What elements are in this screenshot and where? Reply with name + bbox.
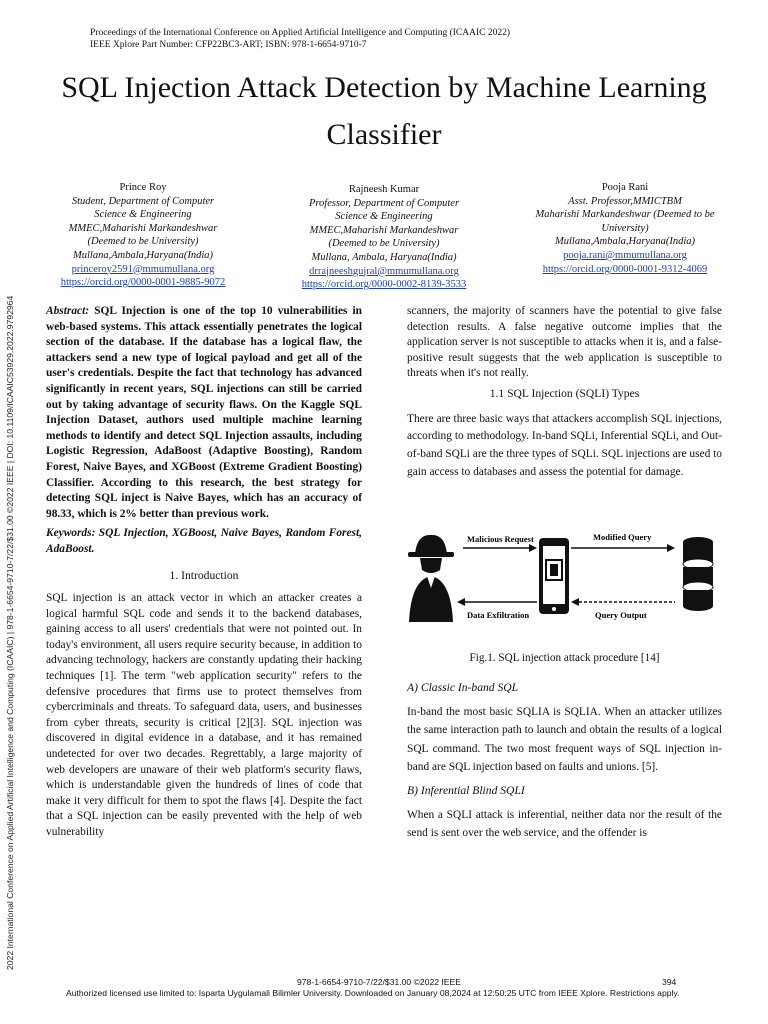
- database-icon: [683, 537, 713, 611]
- left-column: [46, 304, 362, 841]
- author-affiliation-line: Mullana,Ambala,Haryana(India): [555, 236, 695, 248]
- inferential-blind-text: When a SQLI attack is inferential, neither data nor the result of the send is sent over the web service, and the offender is: [407, 808, 722, 840]
- author-affiliation-line: Mullana,Ambala,Haryana(India): [73, 249, 213, 261]
- author-affiliation-line: University): [601, 222, 649, 234]
- footer-copyright: 978-1-6654-9710-7/22/$31.00 ©2022 IEEE: [297, 977, 462, 987]
- author-name: Pooja Rani: [601, 182, 649, 193]
- introduction-text: SQL injection is an attack vector in which an attacker creates a logical harmful SQL code and sends it to the backend databases, gaining access to all users' credentials that were not pointed out. In today's environment, all users require security because, in addition to advancing technology, hackers are constantly updating their hacking techniques [1]. The term "web application security" refers to the defensive procedures that firms use to protect themselves from cybercriminals and threats. To safeguard data, users, and businesses from cyber threats, security is critical [2][3]. SQL injection was discovered in digital evidence in a database, and it has remained undetected for over two decades. Regrettably, a large majority of web developers are unaware of their web platform's security flaws, which is understandable given the hundreds of lines of code that make it very difficult for them to spot the flaws [4]. Despite the fact that a SQL injection can be easily prevented with the help of web vulnerability: [46, 592, 362, 838]
- title-line-1: SQL Injection Attack Detection by Machine Learning: [61, 71, 707, 104]
- label-modified-query: Modified Query: [593, 532, 652, 542]
- license-notice: Authorized licensed use limited to: Isparta Uygulamali Bilimler University. Downloaded on January 08,2024 at 12:50:25 UTC from IEEE Xplore. Restrictions apply.: [66, 988, 680, 998]
- label-data-exfiltration: Data Exfiltration: [467, 610, 530, 620]
- author-email-link[interactable]: princeroy2591@mmumullana.org: [71, 263, 215, 275]
- author-orcid-link[interactable]: https://orcid.org/0000-0001-9885-9072: [60, 277, 226, 289]
- author-affiliation-line: Mullana, Ambala, Haryana(India): [311, 251, 457, 263]
- author-affiliation-line: Science & Engineering: [335, 211, 433, 223]
- author-orcid-link[interactable]: https://orcid.org/0000-0002-8139-3533: [301, 279, 467, 291]
- isbn-line: IEEE Xplore Part Number: CFP22BC3-ART; ISBN: 978-1-6654-9710-7: [90, 40, 367, 50]
- hacker-icon: [408, 535, 454, 622]
- author-email-link[interactable]: pooja.rani@mmumullana.org: [563, 249, 687, 261]
- author-affiliation-line: (Deemed to be University): [328, 238, 440, 250]
- right-column-lower: [407, 680, 722, 843]
- inferential-blind-heading: B) Inferential Blind SQLI: [407, 783, 525, 797]
- author-name: Rajneesh Kumar: [348, 184, 420, 195]
- abstract-label: Abstract:: [46, 305, 90, 317]
- keywords-text: SQL Injection, XGBoost, Naive Bayes, Random Forest, AdaBoost.: [46, 527, 362, 555]
- figure-caption: Fig.1. SQL injection attack procedure [14]: [469, 652, 660, 664]
- title-line-2: Classifier: [326, 118, 442, 151]
- page-number: 394: [662, 977, 677, 987]
- author-affiliation-line: MMEC,Maharishi Markandeshwar: [68, 222, 218, 234]
- abstract: [46, 304, 362, 522]
- sqli-types-heading: 1.1 SQL Injection (SQLI) Types: [489, 386, 640, 400]
- author-block-2: [278, 183, 490, 292]
- paper-title: [20, 64, 748, 158]
- author-affiliation-line: Asst. Professor,MMICTBM: [568, 195, 682, 207]
- author-block-3: [510, 181, 740, 276]
- right-column: [407, 304, 722, 482]
- author-name: Prince Roy: [119, 182, 167, 193]
- label-query-output: Query Output: [595, 610, 647, 620]
- author-block-1: [38, 181, 248, 290]
- author-affiliation-line: Science & Engineering: [94, 209, 192, 221]
- keywords-label: Keywords:: [46, 527, 96, 540]
- scanner-paragraph: scanners, the majority of scanners have the potential to give false detection results. A false negative outcome implies that the application server is not susceptible to attacks when it is, and a false-positive result suggests that the web application is susceptible to threats when it's not really.: [407, 305, 722, 380]
- sidebar-doi-strip: 2022 International Conference on Applied Artificial Intelligence and Computing (ICAAIC) | 978-1-6654-9710-7/22/$31.00 ©2022 IEEE | DOI: 10.1109/ICAAIC53929.2022.9792964: [5, 295, 15, 970]
- classic-inband-heading: A) Classic In-band SQL: [407, 681, 519, 694]
- author-affiliation-line: MMEC,Maharishi Markandeshwar: [309, 224, 459, 236]
- proceedings-line: Proceedings of the International Conference on Applied Artificial Intelligence and Computing (ICAAIC 2022): [90, 28, 510, 38]
- author-email-link[interactable]: drrajneeshgujral@mmumullana.org: [309, 265, 459, 277]
- author-affiliation-line: Maharishi Markandeshwar (Deemed to be: [535, 209, 715, 221]
- classic-inband-text: In-band the most basic SQLIA is SQLIA. When an attacker utilizes the same interaction path to launch and obtain the results of a logical SQL command. The two most frequent ways of SQL injection in-band are SQL injection based on faults and unions. [5].: [407, 705, 722, 774]
- introduction-heading: 1. Introduction: [169, 568, 239, 582]
- author-affiliation-line: Professor, Department of Computer: [308, 197, 460, 209]
- author-affiliation-line: (Deemed to be University): [87, 236, 199, 248]
- author-orcid-link[interactable]: https://orcid.org/0000-0001-9312-4069: [542, 263, 708, 275]
- author-affiliation-line: Student, Department of Computer: [71, 195, 215, 207]
- sqli-attack-figure: [405, 526, 725, 632]
- keywords: [46, 526, 362, 557]
- web-application-icon: [539, 538, 569, 614]
- abstract-text: SQL Injection is one of the top 10 vulnerabilities in web-based systems. This attack essentially penetrates the logical section of the database. If the database has a logical flaw, the attackers send a new type of logical payload and get all of the user's credentials. Despite the fact that technology has advanced significantly in recent years, SQL injections can still be carried out by taking advantage of security flaws. On the Kaggle SQL Injection Dataset, authors used multiple machine learning methods to identify and detect SQL Injection assaults, including Logistic Regression, AdaBoost (Adaptive Boosting), Random Forest, Naive Bayes, and XGBoost (Extreme Gradient Boosting) Classifier. According to this research, the best strategy for detecting SQL inject is Naive Bayes, which has an accuracy of 98.33, which is 2% better than previous work.: [46, 305, 362, 520]
- label-malicious-request: Malicious Request: [467, 534, 534, 544]
- sqli-types-text: There are three basic ways that attackers accomplish SQL injections, according to methodology. In-band SQLi, Inferential SQLi, and Out-of-band SQLi are the three types of SQLi. SQL injections are used to gain access to databases and assess the potential for damage.: [407, 412, 722, 478]
